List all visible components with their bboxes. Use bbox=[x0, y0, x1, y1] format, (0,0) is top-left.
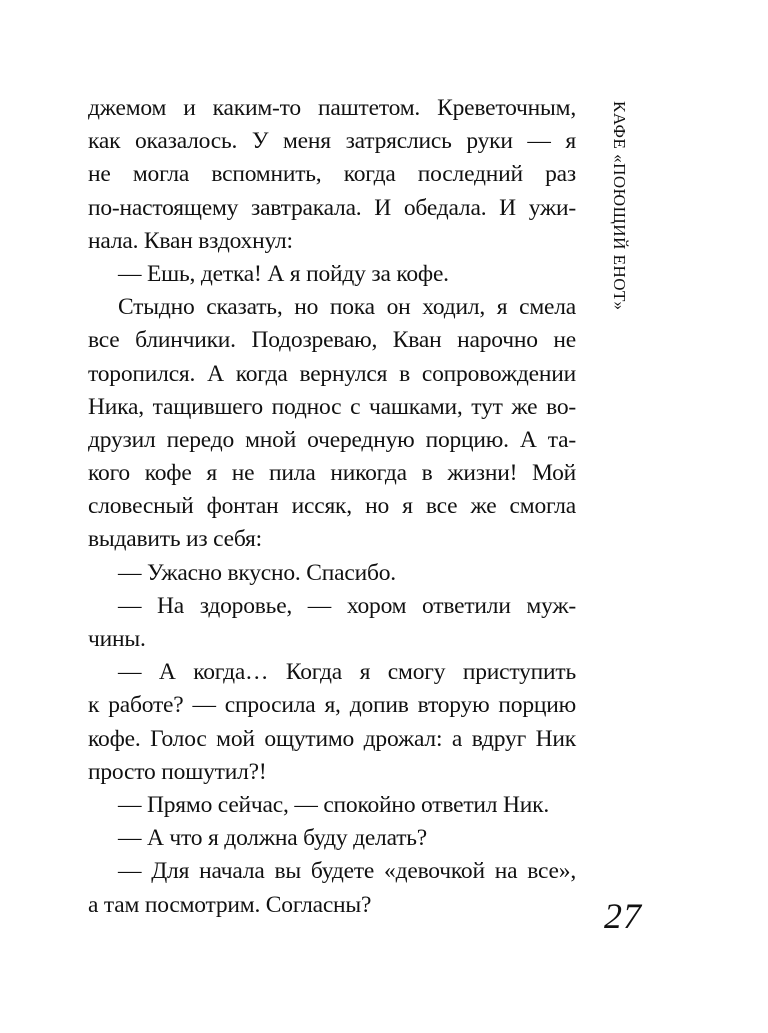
text-line: — На здоровье, — хором ответили муж- bbox=[118, 592, 576, 619]
text-line: — Прямо сейчас, — спокойно ответил Ник. bbox=[118, 791, 550, 818]
text-line: Стыдно сказать, но пока он ходил, я смела bbox=[118, 294, 576, 321]
page-number: 27 bbox=[604, 896, 642, 936]
running-head: КАФЕ «ПОЮЩИЙ ЕНОТ» bbox=[610, 101, 629, 311]
text-line: — Ешь, детка! А я пойду за кофе. bbox=[118, 260, 449, 287]
text-line: — А когда… Когда я смогу приступить bbox=[118, 659, 576, 686]
text-line: словесный фонтан иссяк, но я все же смогла bbox=[88, 493, 576, 520]
text-line: не могла вспомнить, когда последний раз bbox=[88, 161, 576, 188]
text-line: — Ужасно вкусно. Спасибо. bbox=[118, 559, 396, 586]
text-line: чины. bbox=[88, 626, 146, 652]
text-line: а там посмотрим. Согласны? bbox=[88, 891, 372, 918]
text-line: — А что я должна буду делать? bbox=[118, 825, 428, 852]
text-line: нала. Кван вздохнул: bbox=[88, 227, 293, 254]
text-line: джемом и каким-то паштетом. Креветочным, bbox=[88, 95, 576, 121]
text-line: кофе. Голос мой ощутимо дрожал: а вдруг Ник bbox=[88, 725, 576, 752]
text-line: выдавить из себя: bbox=[88, 526, 262, 553]
text-line: Ника, тащившего поднос с чашками, тут же во- bbox=[88, 393, 576, 420]
text-line: просто пошутил?! bbox=[88, 758, 267, 785]
body-text bbox=[88, 92, 576, 922]
text-line: — Для начала вы будете «девочкой на все», bbox=[118, 858, 576, 885]
text-line: к работе? — спросила я, допив вторую порцию bbox=[88, 692, 576, 719]
text-line: как оказалось. У меня затряслись руки — я bbox=[88, 128, 576, 155]
text-line: кого кофе я не пила никогда в жизни! Мой bbox=[88, 460, 576, 487]
text-line: по-настоящему завтракала. И обедала. И ужи- bbox=[88, 194, 576, 221]
text-line: друзил передо мной очередную порцию. А та- bbox=[88, 426, 576, 453]
text-line: торопился. А когда вернулся в сопровождении bbox=[88, 360, 576, 387]
text-line: все блинчики. Подозреваю, Кван нарочно не bbox=[88, 327, 576, 354]
